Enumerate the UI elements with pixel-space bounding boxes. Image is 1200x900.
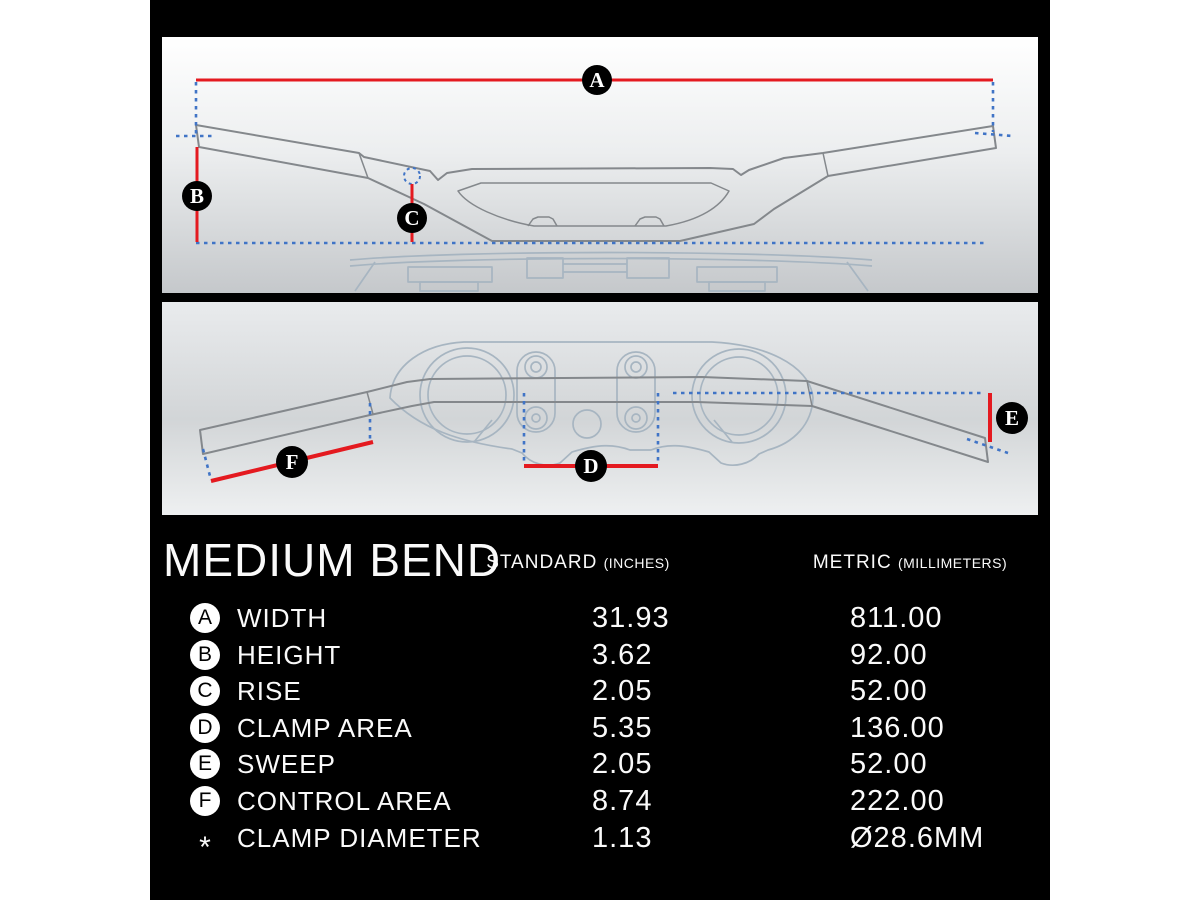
metric-unit: (MILLIMETERS) (897, 555, 1008, 571)
top-view-drawing (162, 302, 1038, 515)
badge-clamp-area (575, 450, 607, 482)
perch-bolt (625, 356, 647, 378)
handlebar-front-outline (196, 125, 996, 241)
row-standard-value: 2.05 (592, 748, 653, 781)
row-badge: B (190, 640, 220, 670)
row-standard-value: 8.74 (592, 784, 653, 817)
row-standard-value: 5.35 (592, 711, 653, 744)
row-label: SWEEP (237, 749, 336, 780)
column-header-metric (813, 552, 1007, 574)
fork-leg-right (847, 262, 868, 291)
row-metric-value: Ø28.6MM (850, 821, 985, 854)
handlebar-top-path (200, 377, 988, 462)
fork-circle-left-inner (428, 356, 506, 434)
table-row (150, 820, 1050, 864)
table-row (150, 600, 1050, 637)
row-standard-value: 3.62 (592, 638, 653, 671)
perch-bolt-center (632, 414, 640, 422)
badge-sweep (996, 402, 1028, 434)
row-badge: A (190, 603, 220, 633)
table-row (150, 710, 1050, 747)
row-metric-value: 92.00 (850, 638, 928, 671)
clamp-bump-left (528, 217, 557, 226)
badge-height-letter: B (189, 184, 205, 208)
table-row (150, 637, 1050, 674)
spec-table (150, 600, 1050, 864)
steering-stem-circle (573, 410, 601, 438)
fork-circle-left-outer (420, 348, 514, 442)
row-badge: * (199, 830, 211, 864)
reference-dashes-front (176, 82, 1013, 243)
front-view-panel (162, 37, 1038, 293)
perch-bolt-center (531, 362, 541, 372)
badge-rise (397, 203, 427, 233)
perch-bolt-center (532, 414, 540, 422)
row-label: CONTROL AREA (237, 785, 452, 816)
clamp-post (627, 258, 669, 278)
pinch-slot-right (714, 420, 732, 442)
perch-bolt-center (631, 362, 641, 372)
row-label: RISE (237, 676, 302, 707)
row-standard-value: 31.93 (592, 602, 670, 634)
table-row (150, 783, 1050, 820)
rise-ref-circle (404, 168, 420, 184)
bar-end-ref-right (975, 133, 1013, 136)
badge-height (182, 181, 212, 211)
clamp-post (527, 258, 563, 278)
fork-circle-right-outer (692, 349, 786, 443)
clamp-bridge (563, 264, 627, 272)
column-header-standard (486, 552, 670, 574)
clamp-step (697, 267, 777, 282)
clamp-step (420, 282, 478, 291)
badge-control-area (276, 446, 308, 478)
badge-width (582, 65, 612, 95)
clamp-step (709, 282, 765, 291)
row-label: CLAMP AREA (237, 712, 413, 743)
clamp-band-bottom (350, 259, 872, 267)
badge-clamp-letter: D (583, 454, 599, 478)
perch-bolt (625, 407, 647, 429)
table-row (150, 746, 1050, 783)
badge-rise-letter: C (404, 206, 420, 230)
bar-perch-right (617, 352, 655, 432)
row-label: CLAMP DIAMETER (237, 822, 482, 853)
perch-bolt (525, 407, 547, 429)
row-metric-value: 52.00 (850, 675, 928, 708)
standard-label: STANDARD (486, 552, 598, 573)
table-row (150, 673, 1050, 710)
dimension-lines-front (196, 80, 993, 242)
badge-width-letter: A (589, 68, 605, 92)
perch-bolt (525, 356, 547, 378)
row-badge: D (190, 713, 220, 743)
front-view-drawing (162, 37, 1038, 293)
page-title: MEDIUM BEND (163, 534, 502, 586)
grip-tick-right (823, 153, 828, 176)
row-metric-value: 222.00 (850, 784, 945, 817)
center-lens-outline (458, 183, 729, 226)
row-label: HEIGHT (237, 639, 342, 670)
row-badge: E (190, 749, 220, 779)
row-metric-value: 136.00 (850, 711, 945, 744)
fork-circle-right-inner (700, 357, 778, 435)
row-metric-value: 52.00 (850, 748, 928, 781)
badge-sweep-letter: E (1004, 406, 1020, 430)
row-standard-value: 1.13 (592, 821, 653, 854)
handlebar-top-outline (200, 377, 988, 462)
row-metric-value: 811.00 (850, 602, 943, 634)
row-badge: F (190, 786, 220, 816)
black-board (150, 0, 1050, 900)
clamp-step (408, 267, 492, 282)
triple-clamp-hint (350, 253, 872, 292)
row-label: WIDTH (237, 603, 328, 633)
fork-leg-left (355, 262, 375, 291)
row-badge: C (190, 676, 220, 706)
row-standard-value: 2.05 (592, 675, 653, 708)
top-view-panel (162, 302, 1038, 515)
badge-control-letter: F (285, 450, 299, 474)
metric-label: METRIC (812, 552, 892, 573)
clamp-bump-right (635, 217, 664, 226)
standard-unit: (INCHES) (603, 555, 670, 571)
